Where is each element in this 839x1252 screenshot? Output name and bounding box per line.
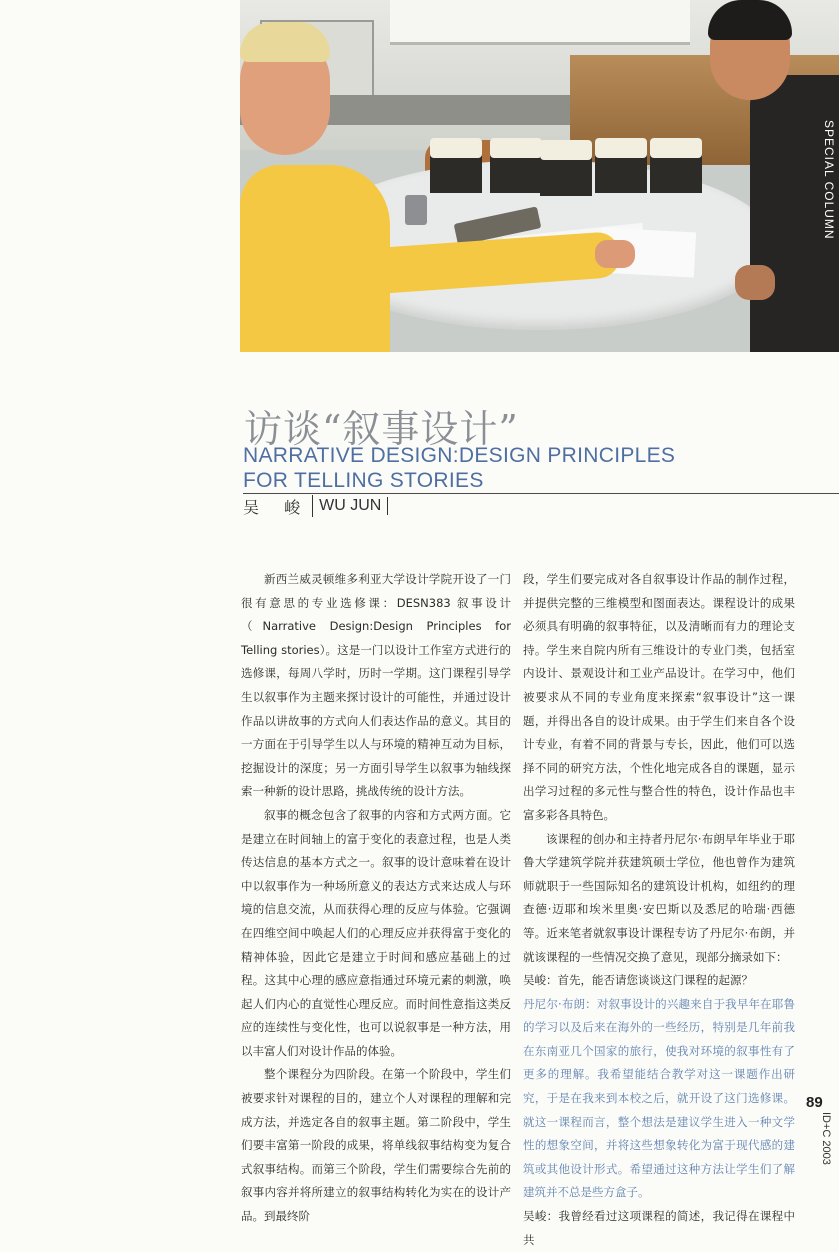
page-number: 89 (806, 1094, 823, 1111)
paragraph: 新西兰威灵顿维多利亚大学设计学院开设了一门很有意思的专业选修课：DESN383 叙事设计（Narrative Design:Design Principles for Telling stories）。这是一门以设计工作室方式进行的选修课，每周八学时，历时一学期。这门课程引导学生以叙事作为主题来探讨设计的可能性，并通过设计作品以讲故事的方式向人们表达作品的意义。其目的一方面在于引导学生以人与环境的精神互动为目标，挖掘设计的深度；另一方面引导学生以叙事为轴线探索一种新的设计思路，挑战传统的设计方法。 (241, 572, 511, 799)
paragraph: 该课程的创办和主持者丹尼尔·布朗早年毕业于耶鲁大学建筑学院并获建筑硕士学位，他也曾作为建筑师就职于一些国际知名的建筑设计机构，如纽约的理查德·迈耶和埃米里奥·安巴斯以及悉尼的哈瑞·西德等。近来笔者就叙事设计课程专访了丹尼尔·布朗，并就该课程的一些情况交换了意见，现部分摘录如下： (523, 831, 795, 964)
journal-code: ID+C 2003 (820, 1112, 832, 1165)
author-name-en: WU JUN (319, 497, 388, 515)
side-column-label: SPECIAL COLUMN (822, 120, 836, 240)
interview-question: 吴峻：我曾经看过这项课程的简述，我记得在课程中共 (523, 1209, 795, 1247)
paragraph: 整个课程分为四阶段。在第一个阶段中，学生们被要求针对课程的目的，建立个人对课程的理解和完成方法，并选定各自的叙事主题。第二阶段中，学生们要丰富第一阶段的成果，将单线叙事结构变为复合式叙事结构。而第三个阶段，学生们需要综合先前的叙事内容并将所建立的叙事结构转化为实在的设计产品。到最终阶 (241, 1067, 511, 1224)
photo-model-top (595, 138, 647, 158)
photo-person-right-hand (735, 265, 775, 300)
interview-question: 吴峻：首先，能否请您谈谈这门课程的起源？ (523, 973, 753, 988)
photo-model-top (490, 138, 542, 158)
body-column-right (523, 568, 795, 1252)
article-title-en-line1: NARRATIVE DESIGN:DESIGN PRINCIPLES (243, 444, 676, 467)
author-name-cn: 吴 峻 (243, 497, 311, 517)
article-title-en (243, 443, 763, 493)
photo-model-top (430, 138, 482, 158)
paragraph: 叙事的概念包含了叙事的内容和方式两方面。它是建立在时间轴上的富于变化的表意过程，也是人类传达信息的基本方式之一。叙事的设计意味着在设计中以叙事作为一种场所意义的表达方式来达成人与环境的信息交流，从而获得心理的反应与体验。它强调在四维空间中唤起人们的心理反应并获得富于变化的精神体验，因此它是建立于时间和感应基础上的过程。这其中心理的感应意指通过环境元素的刺激，唤起人们内心的直觉性心理反应。而时间性意指这类反应的连续性与变化性，也可以说叙事是一种方法，用以丰富人们对设计作品的体验。 (241, 807, 511, 1058)
photo-model-top (540, 140, 592, 160)
photo-model-top (650, 138, 702, 158)
header-photo (240, 0, 839, 352)
photo-person-left-hand (595, 240, 635, 268)
article-title-cn: 访谈“叙事设计” (244, 407, 519, 451)
interview-answer: 丹尼尔·布朗：对叙事设计的兴趣来自于我早年在耶鲁的学习以及后来在海外的一些经历，特别是几年前我在东南亚几个国家的旅行，使我对环境的叙事性有了更多的理解。我希望能结合教学对这一课题作出研究，于是在我来到本校之后，就开设了这门选修课。就这一课程而言，整个想法是建议学生进入一种文学性的想象空间，并将这些想象转化为富于现代感的建筑或其他设计形式。希望通过这种方法让学生们了解建筑并不总是些方盒子。 (523, 996, 795, 1200)
paragraph-continued: 段，学生们要完成对各自叙事设计作品的制作过程，并提供完整的三维模型和图面表达。课程设计的成果必须具有明确的叙事特征，以及清晰而有力的理论支持。学生来自院内所有三维设计的专业门类，包括室内设计、景观设计和工业产品设计。在学习中，他们被要求从不同的专业角度来探索“叙事设计”这一课题，并得出各自的设计成果。由于学生们来自各个设计专业，有着不同的背景与专长，因此，他们可以选择不同的研究方法，个性化地完成各自的课题，显示出学习过程的多元性与整合性的特色，设计作品也丰富多彩各具特色。 (523, 572, 795, 822)
photo-person-left-hair (240, 22, 330, 62)
photo-mug (405, 195, 427, 225)
body-column-left (241, 568, 511, 1229)
photo-window (390, 0, 690, 45)
author-byline (243, 494, 388, 518)
article-title-en-line2: FOR TELLING STORIES (243, 469, 484, 492)
author-divider (312, 495, 313, 517)
